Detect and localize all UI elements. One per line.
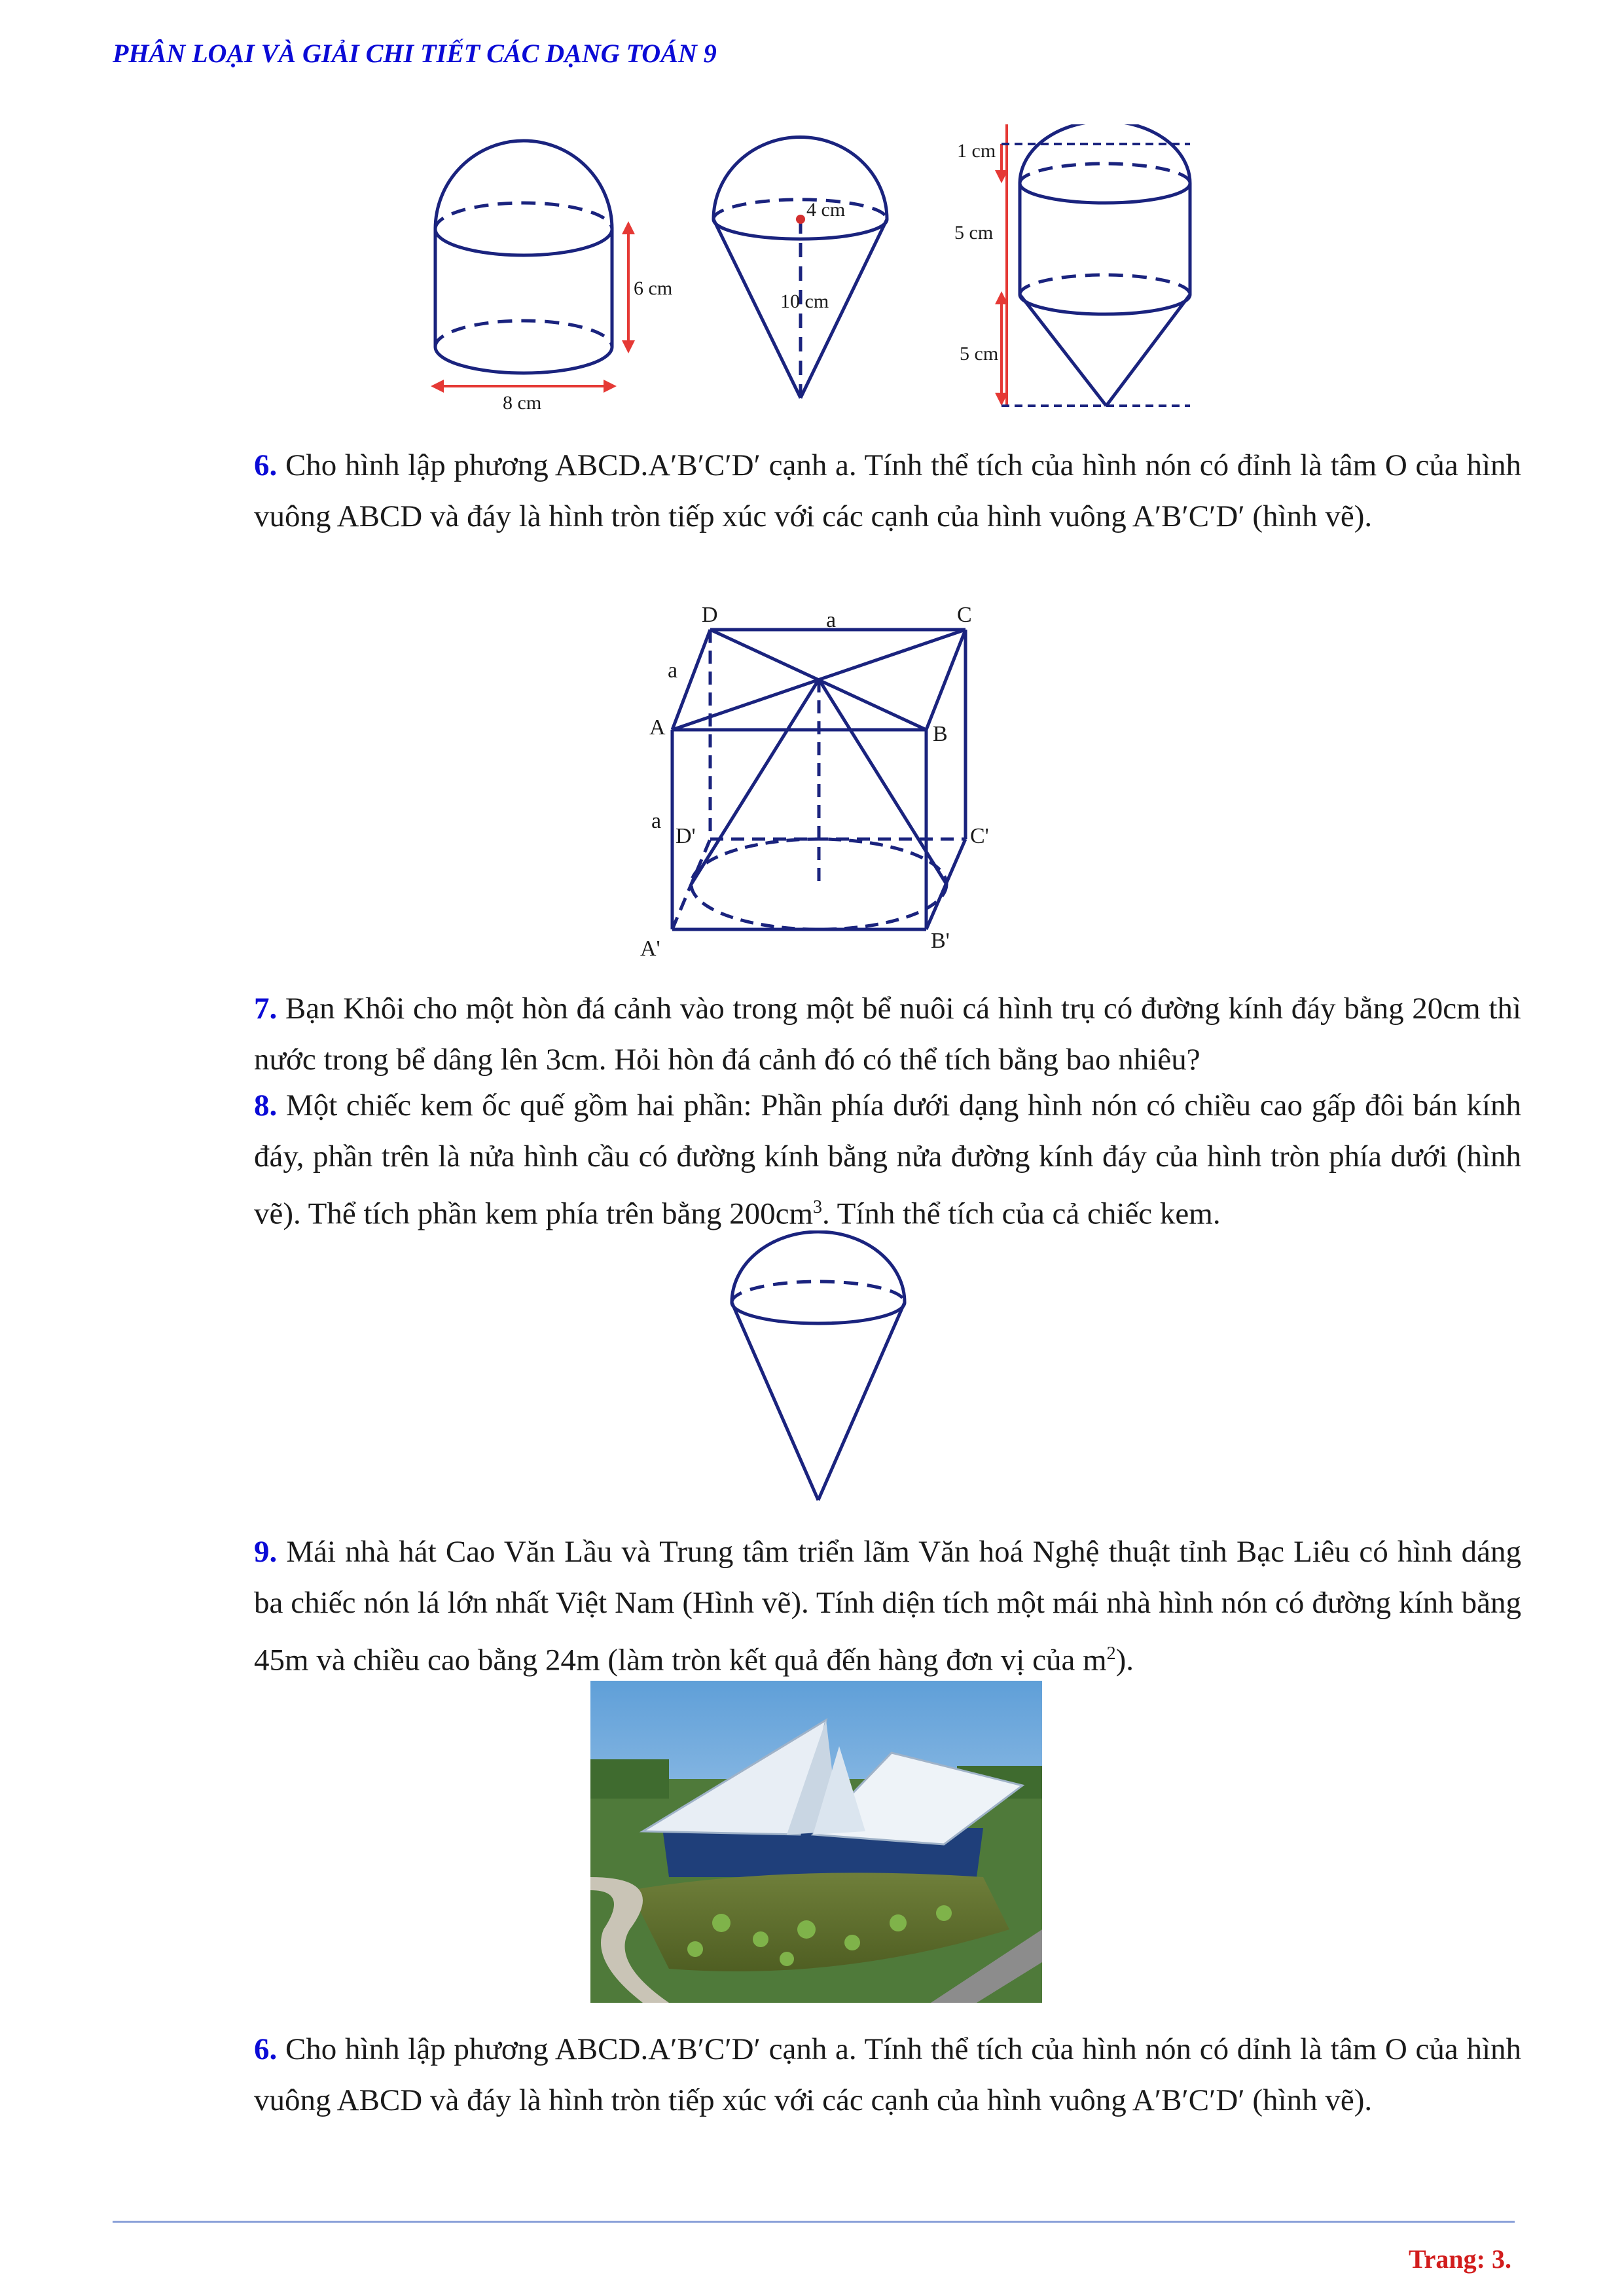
problem-8: 8. Một chiếc kem ốc quế gồm hai phần: Phần phía dưới dạng hình nón có chiều cao gấp đôi bán kính đáy, phần trên là nửa hình cầu có đường kính bằng nửa đường kính đáy của hình tròn phía dưới (hình vẽ). Thể tích phần kem phía trên bằng $200cm^3$. Tính thể tích của cả chiếc kem. — [254, 1088, 1521, 1231]
footer-divider — [113, 2221, 1515, 2223]
edge-label-mid: a — [651, 809, 662, 833]
vertex-A-prime: A' — [640, 937, 660, 961]
label-5cm-cylinder: 5 cm — [954, 222, 994, 243]
problem-number: 8. — [254, 1088, 278, 1122]
label-4cm: 4 cm — [806, 199, 846, 221]
problem-number: 9. — [254, 1535, 278, 1569]
problem-number: 7. — [254, 992, 278, 1026]
vertex-B: B — [933, 722, 948, 746]
problem-number: 6. — [254, 2032, 278, 2066]
vertex-C: C — [957, 603, 972, 627]
problem-7: 7. Bạn Khôi cho một hòn đá cảnh vào trong một bể nuôi cá hình trụ có đường kính đáy bằng 20cm thì nước trong bể dâng lên 3cm. Hỏi hòn đá cảnh đó có thể tích bằng bao nhiêu? — [254, 992, 1521, 1077]
label-10cm: 10 cm — [780, 291, 829, 312]
top-solids-figure — [419, 124, 1545, 425]
vertex-D: D — [702, 603, 718, 627]
label-1cm: 1 cm — [957, 140, 996, 162]
problem-6: 6. Cho hình lập phương ABCD.A′B′C′D′ cạnh a. Tính thể tích của hình nón có đỉnh là tâm O của hình vuông ABCD và đáy là hình tròn tiếp xúc với các cạnh của hình vuông A′B′C′D′ (hình vẽ). — [254, 448, 1522, 533]
page-header: PHÂN LOẠI VÀ GIẢI CHI TIẾT CÁC DẠNG TOÁN 9 — [113, 39, 717, 68]
vertex-D-prime: D' — [676, 824, 696, 848]
problem-9: 9. Mái nhà hát Cao Văn Lầu và Trung tâm triển lãm Văn hoá Nghệ thuật tỉnh Bạc Liêu có hình dáng ba chiếc nón lá lớn nhất Việt Nam (Hình vẽ). Tính diện tích một mái nhà hình nón có đường kính bằng 45m và chiều cao bằng 24m (làm tròn kết quả đến hàng đơn vị của $m^2$). — [254, 1535, 1521, 1677]
vertex-A: A — [649, 715, 666, 740]
edge-label-left: a — [668, 658, 678, 683]
problem-number: 6. — [254, 448, 278, 482]
label-8cm: 8 cm — [503, 392, 542, 414]
page-number: Trang: 3. — [1408, 2244, 1511, 2274]
edge-label-top: a — [826, 608, 837, 632]
problem-6-repeat: 6. Cho hình lập phương ABCD.A′B′C′D′ cạnh a. Tính thể tích của hình nón có dỉnh là tâm O của hình vuông ABCD và đáy là hình tròn tiếp xúc với các cạnh của hình vuông A′B′C′D′ (hình vẽ). — [254, 2032, 1522, 2117]
vertex-B-prime: B' — [931, 929, 950, 953]
vertex-C-prime: C' — [970, 824, 989, 848]
label-5cm-cone: 5 cm — [960, 343, 999, 365]
cube-cone-figure — [628, 596, 1008, 969]
cylinder-top-ellipse-front — [435, 229, 612, 255]
label-6cm: 6 cm — [634, 278, 673, 299]
hemisphere-outline — [435, 141, 612, 229]
theatre-photo — [590, 1681, 1042, 2003]
ice-cream-cone-figure — [720, 1230, 916, 1518]
